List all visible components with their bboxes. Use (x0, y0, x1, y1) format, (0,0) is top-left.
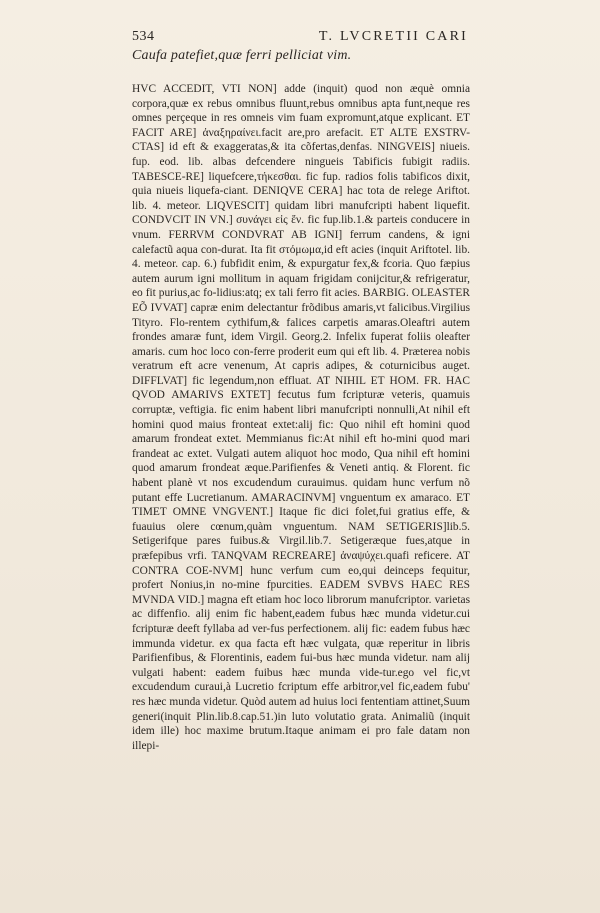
page-header (132, 29, 468, 45)
body-paragraph: HVC ACCEDIT, VTI NON] adde (inquit) quod non æquè omnia corpora,quæ ex rebus omnibus fluunt,rebus omnibus apta funt,neque res omnes perçeque in res omneis vim fuam expromunt,atque explicant. ET FACIT ARE] ἀναξηραίνει.facit are,pro arefacit. ET ALTE EXSTRV-CTAS] id eft & exaggeratas,& ita cõfertas,denfas. NINGVEIS] niueis. fup. eod. lib. albas defcendere ningueis Tabificis fubigit radiis. TABESCE-RE] liquefcere,τήκεσθαι. fic fup. radios folis tabificos dixit, quia niueis liquefa-ciant. DENIQVE CERA] hac tota de relege Ariftot. lib. 4. meteor. LIQVESCIT] quidam libri manufcripti habent liquefit. CONDVCIT IN VN.] συνάγει εἰς ἕν. fic fup.lib.1.& parteis conducere in vnum. FERRVM CONDVRAT AB IGNI] ferrum candens, & igni calefactũ aqua con-durat. Ita fit στόμωμα,id eft acies (inquit Ariftotel. lib. 4. meteor. cap. 6.) fubfidit enim, & expurgatur fex,& fcoria. Quo fæpius autem aurum igni mollitum in aquam frigidam conijcitur,& refrigeratur, eo fit purius,ac fo-lidius:atq; ex tali ferro fit acies. BARBIG. OLEASTER EÕ IVVAT] capræ enim delectantur frõdibus amaris,vt falicibus.Virgilius Tityro. Flo-rentem cythifum,& falices carpetis amaras.Oleaftri autem frondes amaræ funt, idem Virgil. Georg.2. Infelix fuperat foliis oleafter amaris. cum hoc loco con-ferre proderit eum qui eft lib. 4. Præterea nobis veratrum eft acre venenum, At capris adipes, & coturnicibus auget. DIFFLVAT] fic legendum,non effluat. AT NIHIL ET HOM. FR. HAC QVOD AMARIVS EXTET] fecutus fum fcripturæ veteris, quamuis corruptæ, veftigia. fic enim habent libri manufcripti nonnulli,At nihil eft homini quod maius fronteat extet:alij fic: Quo nihil eft homini quod amarum frondeat extet. Memmianus fic:At nihil eft ho-mini quod mari frandeat ac extet. Vulgati autem aliquot hoc modo, Qua nihil eft homini quod amarum frondeat æque.Parifienfes & Veneti antiq. & Florent. fic habent planè vt nos excudendum curauimus. quidam hunc verfum nõ putant effe Lucretianum. AMARACINVM] vnguentum ex amaraco. ET TIMET OMNE VNGVENT.] Itaque fic dici folet,fui gratius effe, & fuauius olere cœnum,quàm vnguentum. NAM SETIGERIS]lib.5. Setigerifque pares fuibus.& Virgil.lib.7. Setigeræque fues,atque in præfepibus vrfi. TANQVAM RECREARE] ἀναψύχει.quafi reficere. AT CONTRA COE-NVM] hunc verfum cum eo,qui deinceps fequitur, profert Nonius,in no-mine fpurcities. EADEM SVBVS HAEC RES MVNDA VID.] magna eft etiam hoc loco librorum manufcriptor. varietas ac diffenfio. alij enim fic habent,eadem fubus hæc munda videtur.cui fcripturæ deeft fyllaba ad ver-fus perfectionem. alij fic: eadem fubus hæc immunda videtur. ex qua facta eft hæc vulgata, quæ reperitur in libris Parifienfibus, & Florentinis, eadem fui-bus hæc munda videtur. nam alij vulgati habent: eadem fuibus hæc munda vide-tur.ego vel fic,vt excudendum curaui,à Lucretio fcriptum effe arbitror,vel fic,eadem fubu' res hæc munda videtur. Quòd autem ad huius loci fententiam attinet,Suum generi(inquit Plin.lib.8.cap.51.)in luto volutatio grata. Animaliũ (inquit idem ille) hoc maxime brutum.Itaque animam ei pro fale datam non illepi- (132, 83, 470, 752)
running-head: T. LVCRETII CARI (318, 29, 468, 44)
running-title: Caufa patefiet,quæ ferri pelliciat vim. (132, 48, 352, 63)
commentary-text (132, 82, 470, 753)
page-number: 534 (132, 29, 155, 44)
